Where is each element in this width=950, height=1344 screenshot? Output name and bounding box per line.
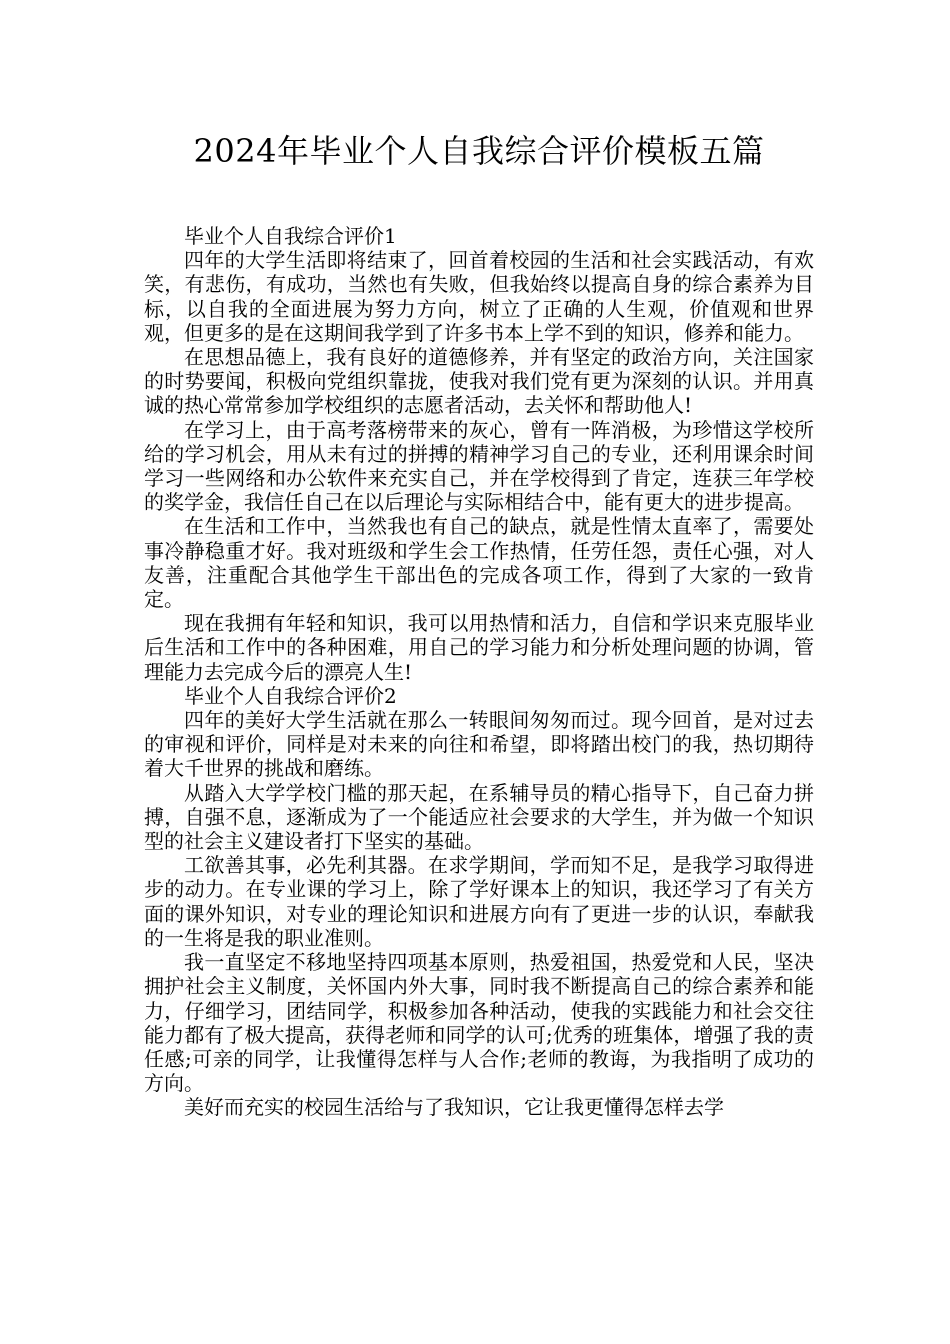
paragraph: 美好而充实的校园生活给与了我知识，它让我更懂得怎样去学 bbox=[184, 1095, 724, 1120]
document-body bbox=[144, 224, 814, 1120]
document-title: 2024年毕业个人自我综合评价模板五篇 bbox=[193, 132, 765, 170]
paragraph: 现在我拥有年轻和知识，我可以用热情和活力，自信和学识来克服毕业后生活和工作中的各种困难，用自己的学习能力和分析处理问题的协调，管理能力去完成今后的漂亮人生! bbox=[144, 611, 814, 684]
paragraph: 在生活和工作中，当然我也有自己的缺点，就是性情太直率了，需要处事冷静稳重才好。我对班级和学生会工作热情，任劳任怨，责任心强，对人友善，注重配合其他学生干部出色的完成各项工作，得到了大家的一致肯定。 bbox=[144, 514, 814, 612]
section-heading-1: 毕业个人自我综合评价1 bbox=[184, 224, 397, 248]
paragraph: 我一直坚定不移地坚持四项基本原则，热爱祖国，热爱党和人民，坚决拥护社会主义制度，关怀国内外大事，同时我不断提高自己的综合素养和能力，仔细学习，团结同学，积极参加各种活动，使我的实践能力和社会交往能力都有了极大提高，获得老师和同学的认可;优秀的班集体，增强了我的责任感;可亲的同学，让我懂得怎样与人合作;老师的教诲，为我指明了成功的方向。 bbox=[144, 950, 814, 1096]
paragraph: 从踏入大学学校门槛的那天起，在系辅导员的精心指导下，自己奋力拼搏，自强不息，逐渐成为了一个能适应社会要求的大学生，并为做一个知识型的社会主义建设者打下坚实的基础。 bbox=[144, 780, 814, 854]
paragraph: 工欲善其事，必先利其器。在求学期间，学而知不足，是我学习取得进步的动力。在专业课的学习上，除了学好课本上的知识，我还学习了有关方面的课外知识，对专业的理论知识和进展方向有了更进一步的认识，奉献我的一生将是我的职业准则。 bbox=[144, 853, 814, 950]
section-heading-2: 毕业个人自我综合评价2 bbox=[184, 683, 397, 708]
paragraph: 在思想品德上，我有良好的道德修养，并有坚定的政治方向，关注国家的时势要闻，积极向党组织靠拢，使我对我们党有更为深刻的认识。并用真诚的热心常常参加学校组织的志愿者活动，去关怀和帮助他人! bbox=[144, 345, 814, 418]
paragraph: 四年的大学生活即将结束了，回首着校园的生活和社会实践活动，有欢笑，有悲伤，有成功，当然也有失败，但我始终以提高自身的综合素养为目标，以自我的全面进展为努力方向，树立了正确的人生观，价值观和世界观，但更多的是在这期间我学到了许多书本上学不到的知识，修养和能力。 bbox=[144, 248, 814, 345]
paragraph: 四年的美好大学生活就在那么一转眼间匆匆而过。现今回首，是对过去的审视和评价，同样是对未来的向往和希望，即将踏出校门的我，热切期待着大千世界的挑战和磨练。 bbox=[144, 708, 814, 781]
paragraph: 在学习上，由于高考落榜带来的灰心，曾有一阵消极，为珍惜这学校所给的学习机会，用从未有过的拼搏的精神学习自己的专业，还利用课余时间学习一些网络和办公软件来充实自己，并在学校得到了肯定，连获三年学校的奖学金，我信任自己在以后理论与实际相结合中，能有更大的进步提高。 bbox=[144, 417, 814, 515]
